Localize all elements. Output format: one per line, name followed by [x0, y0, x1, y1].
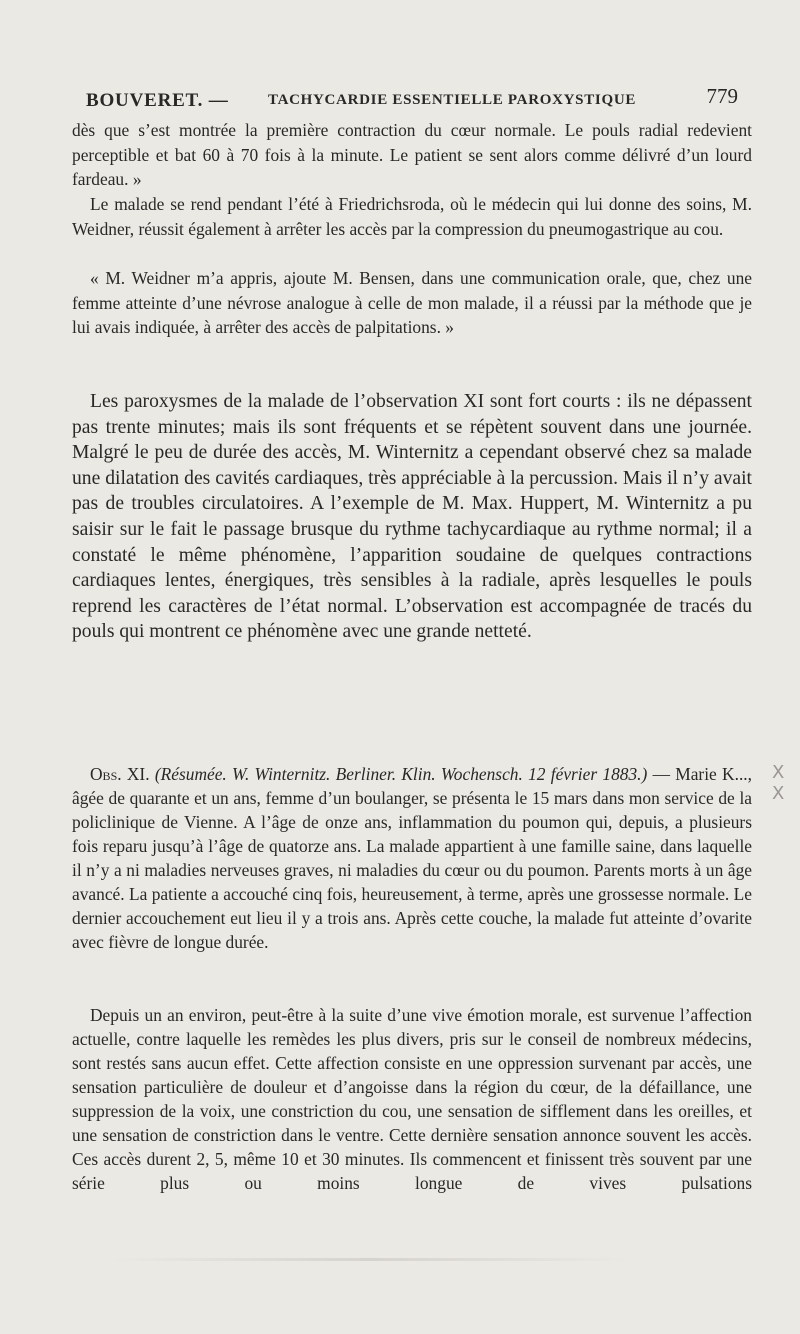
header-author: BOUVERET. — [86, 90, 229, 111]
observation-body: — Marie K..., âgée de quarante et un ans, femme d’un boulanger, se présenta le 15 mars dans mon service de la policlinique de Vienne. A l’âge de onze ans, inflammation du poumon qui, depuis, a plusieurs fois reparu jusqu’à l’âge de quatorze ans. La malade appartient à une famille saine, dans laquelle il n’y a ni maladies nerveuses graves, ni maladies du cœur ou du poumon. Parents morts à un âge avancé. La patiente a accouché cinq fois, heureusement, à terme, après une grossesse normale. Le dernier accouchement eut lieu il y a trois ans. Après cette couche, la malade fut atteinte d’ovarite avec fièvre de longue durée. [72, 764, 752, 952]
running-header [86, 84, 738, 112]
page-number: 779 [706, 84, 738, 108]
observation-label: Obs. XI. [90, 764, 150, 784]
observation-citation: (Résumée. W. Winternitz. Berliner. Klin. Wochensch. 12 février 1883.) [154, 764, 648, 784]
observation-xi [72, 762, 752, 954]
paragraph-affection: Depuis un an environ, peut-être à la suite d’une vive émotion morale, est survenue l’affection actuelle, contre laquelle les remèdes les plus divers, pris sur le conseil de nombreux médecins, sont restés sans aucun effet. Cette affection consiste en une oppression survenant par accès, une sensation particulière de douleur et d’angoisse dans la région du cœur, de la défaillance, une suppression de la voix, une constriction du cou, une sensation de sifflement dans les oreilles, et une sensation de constriction dans le ventre. Cette dernière sensation annonce souvent les accès. Ces accès durent 2, 5, même 10 et 30 minutes. Ils commencent et finissent très souvent par une série plus ou moins longue de vives pulsations [72, 1005, 752, 1193]
margin-annotation: X X [772, 762, 789, 804]
page-smudge [110, 1258, 630, 1261]
paragraph-winternitz-discussion: Les paroxysmes de la malade de l’observation XI sont fort courts : ils ne dépassent pas trente minutes; mais ils sont fréquents et se répètent souvent dans une journée. Malgré le peu de durée des accès, M. Winternitz a cependant observé chez sa malade une dilatation des cavités cardiaques, très appréciable à la percussion. Mais il n’y avait pas de troubles circulatoires. A l’exemple de M. Max. Huppert, M. Winternitz a pu saisir sur le fait le passage brusque du rythme tachycardiaque au rythme normal; il a constaté le même phénomène, l’apparition soudaine de quelques contractions cardiaques lentes, énergiques, très sensibles à la radiale, après lesquelles le pouls reprend les caractères de l’état normal. L’observation est accompagnée de tracés du pouls qui montrent ce phénomène avec une grande netteté. [72, 391, 752, 643]
paragraph-bensen-quote: « M. Weidner m’a appris, ajoute M. Bensen, dans une communication orale, que, chez une femme atteinte d’une névrose analogue à celle de mon malade, il a réussi par la méthode que je lui avais indiquée, à arrêter des accès de palpitations. » [72, 268, 752, 338]
paragraph-friedrichsroda: Le malade se rend pendant l’été à Friedrichsroda, où le médecin qui lui donne des soins, M. Weidner, réussit également à arrêter les accès par la compression du pneumogastrique au cou. [72, 194, 752, 239]
paragraph-quote-end: dès que s’est montrée la première contraction du cœur normale. Le pouls radial redevient perceptible et bat 60 à 70 fois à la minute. Le patient se sent alors comme délivré d’un lourd fardeau. » [72, 120, 752, 190]
header-title: TACHYCARDIE ESSENTIELLE PAROXYSTIQUE [268, 92, 637, 108]
